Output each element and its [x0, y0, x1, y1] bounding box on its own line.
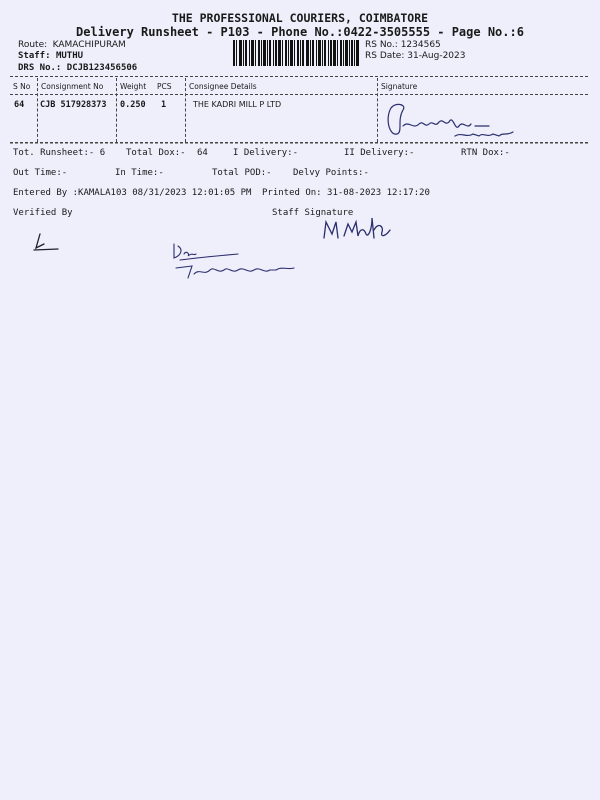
column-divider	[116, 78, 117, 142]
route-line	[18, 40, 126, 50]
ii-delivery-label: II Delivery:-	[344, 148, 415, 158]
total-dox-value: 64	[197, 148, 208, 158]
route-value: KAMACHIPURAM	[52, 40, 126, 50]
staff-value: MUTHU	[55, 51, 84, 61]
drs-label: DRS No.:	[18, 63, 62, 73]
staff-signature-label: Staff Signature	[272, 208, 354, 218]
col-header-consignee: Consignee Details	[189, 82, 257, 91]
out-time-label: Out Time:-	[13, 168, 68, 178]
totals-rule	[10, 143, 588, 144]
tot-runsheet: Tot. Runsheet:- 6	[13, 148, 106, 158]
barcode-image	[233, 40, 359, 66]
printed-on: Printed On: 31-08-2023 12:17:20	[262, 188, 430, 198]
verified-by-label: Verified By	[13, 208, 73, 218]
staff-signature-image	[320, 210, 392, 244]
i-delivery-label: I Delivery:-	[233, 148, 299, 158]
rs-no-line	[365, 40, 441, 50]
col-header-sno: S No	[13, 82, 31, 91]
company-title: THE PROFESSIONAL COURIERS, COIMBATORE	[171, 11, 429, 25]
staff-label: Staff:	[18, 51, 51, 61]
col-header-pcs: PCS	[157, 82, 172, 91]
row-weight: 0.250	[120, 100, 146, 110]
table-top-rule	[10, 76, 588, 77]
rs-date-line	[365, 51, 465, 61]
row-pcs: 1	[161, 100, 167, 110]
total-pod-label: Total POD:-	[212, 168, 272, 178]
column-divider	[37, 78, 38, 142]
staff-line	[18, 51, 83, 61]
rs-no-label: RS No.:	[365, 40, 398, 50]
rs-date-label: RS Date:	[365, 51, 405, 61]
rs-no-value: 1234565	[400, 40, 441, 50]
row-consignment-no: CJB 517928373	[40, 100, 107, 110]
row-consignee: THE KADRI MILL P LTD	[193, 100, 282, 109]
col-header-weight: Weight	[120, 82, 147, 91]
column-divider	[377, 78, 378, 142]
in-time-label: In Time:-	[115, 168, 164, 178]
drs-value: DCJB123456506	[66, 63, 138, 73]
drs-line	[18, 63, 137, 73]
col-header-consignment: Consignment No	[41, 82, 104, 91]
table-header-rule	[10, 94, 588, 95]
handwritten-signature-image	[166, 240, 306, 280]
receiver-signature-image	[383, 96, 523, 142]
col-header-signature: Signature	[381, 82, 418, 91]
total-dox-label: Total Dox:-	[126, 148, 186, 158]
rs-date-value: 31-Aug-2023	[407, 51, 466, 61]
route-label: Route:	[18, 40, 48, 50]
verified-by-signature-image	[30, 232, 62, 254]
column-divider	[185, 78, 186, 142]
entered-by: Entered By :KAMALA103 08/31/2023 12:01:05 PM	[13, 188, 252, 198]
runsheet-subtitle: Delivery Runsheet - P103 - Phone No.:0422-3505555 - Page No.:6	[76, 25, 524, 39]
row-sno: 64	[14, 100, 25, 110]
rtn-dox-label: RTN Dox:-	[461, 148, 510, 158]
delvy-points-label: Delvy Points:-	[293, 168, 369, 178]
